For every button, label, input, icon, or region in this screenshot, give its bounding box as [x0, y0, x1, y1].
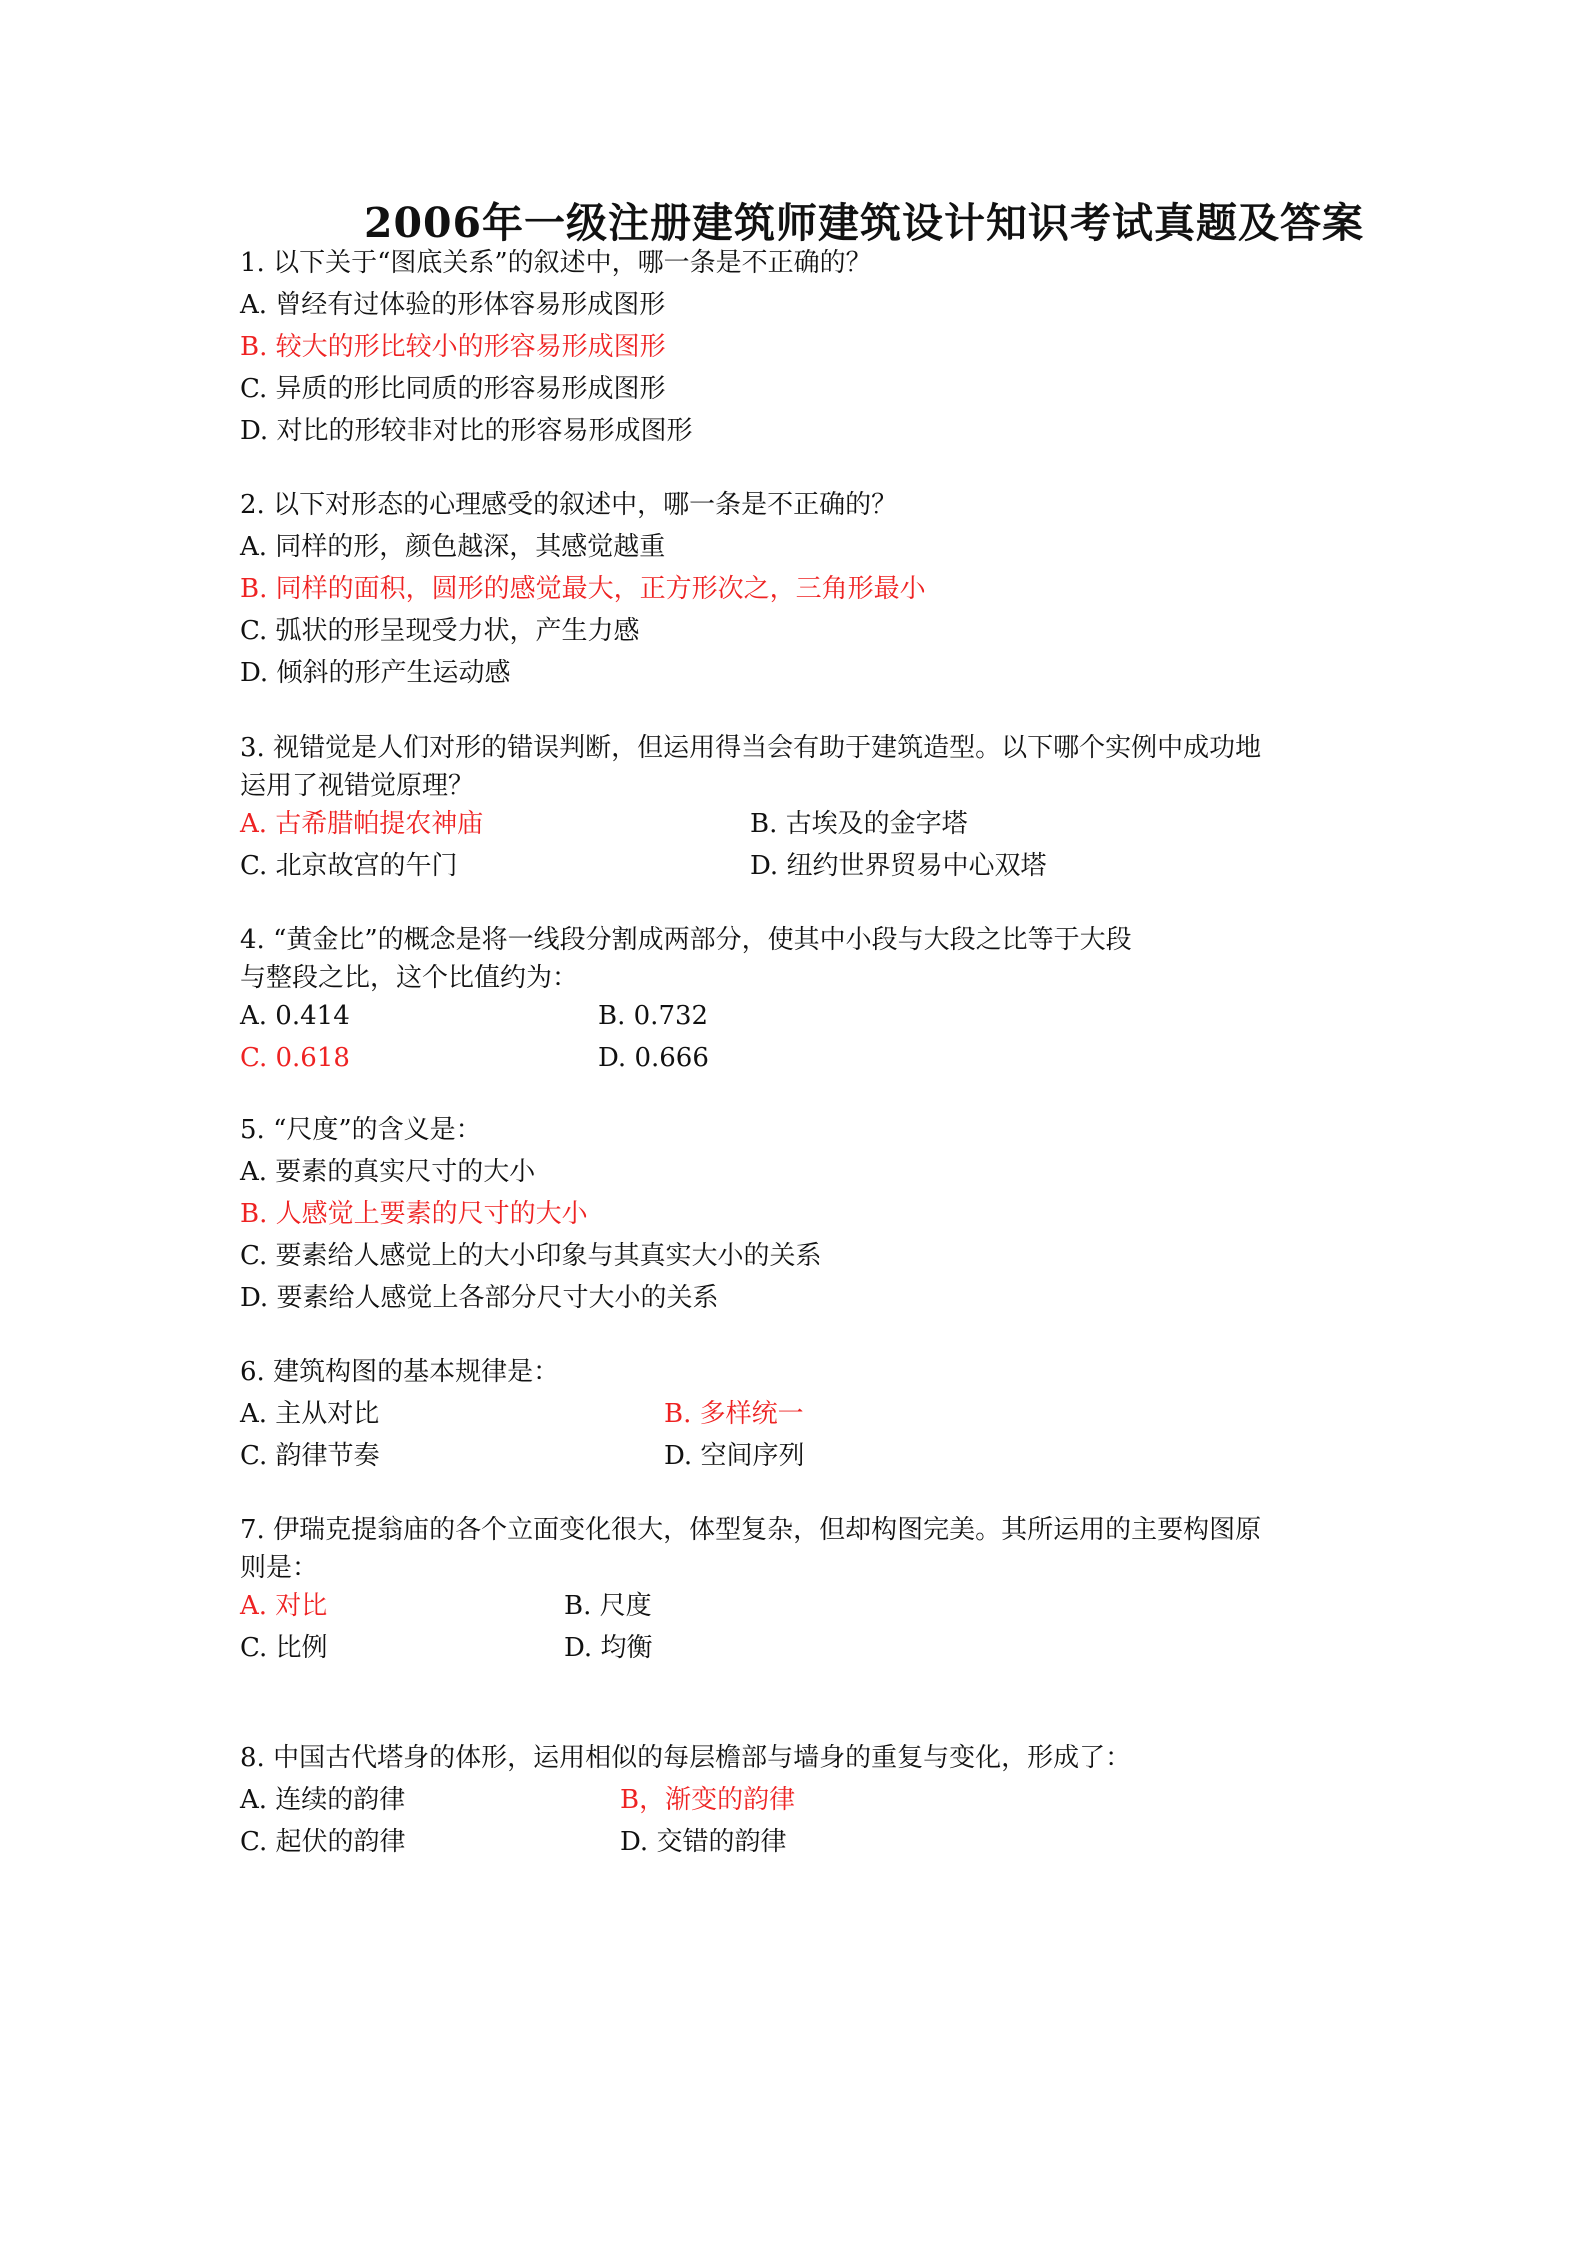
question-1-option-c: C. 异质的形比同质的形容易形成图形 — [240, 374, 666, 404]
question-7-stem-line1: 7. 伊瑞克提翁庙的各个立面变化很大，体型复杂，但却构图完美。其所运用的主要构图原 — [240, 1515, 1262, 1545]
question-5-option-a: A. 要素的真实尺寸的大小 — [240, 1157, 536, 1187]
question-5-option-b-answer: B. 人感觉上要素的尺寸的大小 — [240, 1199, 588, 1229]
question-2-option-a: A. 同样的形，颜色越深，其感觉越重 — [240, 532, 666, 562]
question-3-option-a-answer: A. 古希腊帕提农神庙 — [240, 809, 484, 839]
question-7-option-b: B. 尺度 — [564, 1591, 652, 1621]
question-8-option-d: D. 交错的韵律 — [620, 1827, 787, 1857]
question-8-option-a: A. 连续的韵律 — [240, 1785, 406, 1815]
question-8-option-b-answer: B，渐变的韵律 — [620, 1785, 796, 1815]
question-4-stem-line2: 与整段之比，这个比值约为： — [240, 963, 579, 993]
question-2-option-b-answer: B. 同样的面积，圆形的感觉最大，正方形次之，三角形最小 — [240, 574, 926, 604]
question-5-stem: 5. “尺度”的含义是： — [240, 1115, 482, 1145]
page-title: 2006年一级注册建筑师建筑设计知识考试真题及答案 — [363, 199, 1365, 247]
question-8-option-c: C. 起伏的韵律 — [240, 1827, 406, 1857]
question-1-stem: 1. 以下关于“图底关系”的叙述中，哪一条是不正确的？ — [240, 248, 872, 278]
question-1-option-d: D. 对比的形较非对比的形容易形成图形 — [240, 416, 693, 446]
question-7-stem-line2: 则是： — [240, 1553, 319, 1583]
question-4-stem-line1: 4. “黄金比”的概念是将一线段分割成两部分，使其中小段与大段之比等于大段 — [240, 925, 1132, 955]
question-4-option-b: B. 0.732 — [598, 1001, 709, 1031]
question-7-option-c: C. 比例 — [240, 1633, 328, 1663]
question-4-option-a: A. 0.414 — [240, 1001, 350, 1031]
question-2-option-d: D. 倾斜的形产生运动感 — [240, 658, 511, 688]
question-3-stem-line2: 运用了视错觉原理？ — [240, 771, 475, 801]
question-7-option-d: D. 均衡 — [564, 1633, 653, 1663]
question-4-option-c-answer: C. 0.618 — [240, 1043, 350, 1073]
question-1-option-b-answer: B. 较大的形比较小的形容易形成图形 — [240, 332, 666, 362]
question-4-option-d: D. 0.666 — [598, 1043, 709, 1073]
question-2-stem: 2. 以下对形态的心理感受的叙述中，哪一条是不正确的？ — [240, 490, 898, 520]
question-5-option-c: C. 要素给人感觉上的大小印象与其真实大小的关系 — [240, 1241, 822, 1271]
question-3-stem-line1: 3. 视错觉是人们对形的错误判断，但运用得当会有助于建筑造型。以下哪个实例中成功地 — [240, 733, 1262, 763]
question-8-stem: 8. 中国古代塔身的体形，运用相似的每层檐部与墙身的重复与变化，形成了： — [240, 1743, 1132, 1773]
question-6-option-c: C. 韵律节奏 — [240, 1441, 380, 1471]
question-7-option-a-answer: A. 对比 — [240, 1591, 328, 1621]
question-6-option-a: A. 主从对比 — [240, 1399, 380, 1429]
question-3-option-d: D. 纽约世界贸易中心双塔 — [750, 851, 1047, 881]
question-5-option-d: D. 要素给人感觉上各部分尺寸大小的关系 — [240, 1283, 719, 1313]
question-3-option-b: B. 古埃及的金字塔 — [750, 809, 968, 839]
question-1-option-a: A. 曾经有过体验的形体容易形成图形 — [240, 290, 666, 320]
question-6-stem: 6. 建筑构图的基本规律是： — [240, 1357, 560, 1387]
question-6-option-d: D. 空间序列 — [664, 1441, 805, 1471]
question-6-option-b-answer: B. 多样统一 — [664, 1399, 804, 1429]
question-2-option-c: C. 弧状的形呈现受力状，产生力感 — [240, 616, 640, 646]
question-3-option-c: C. 北京故宫的午门 — [240, 851, 458, 881]
